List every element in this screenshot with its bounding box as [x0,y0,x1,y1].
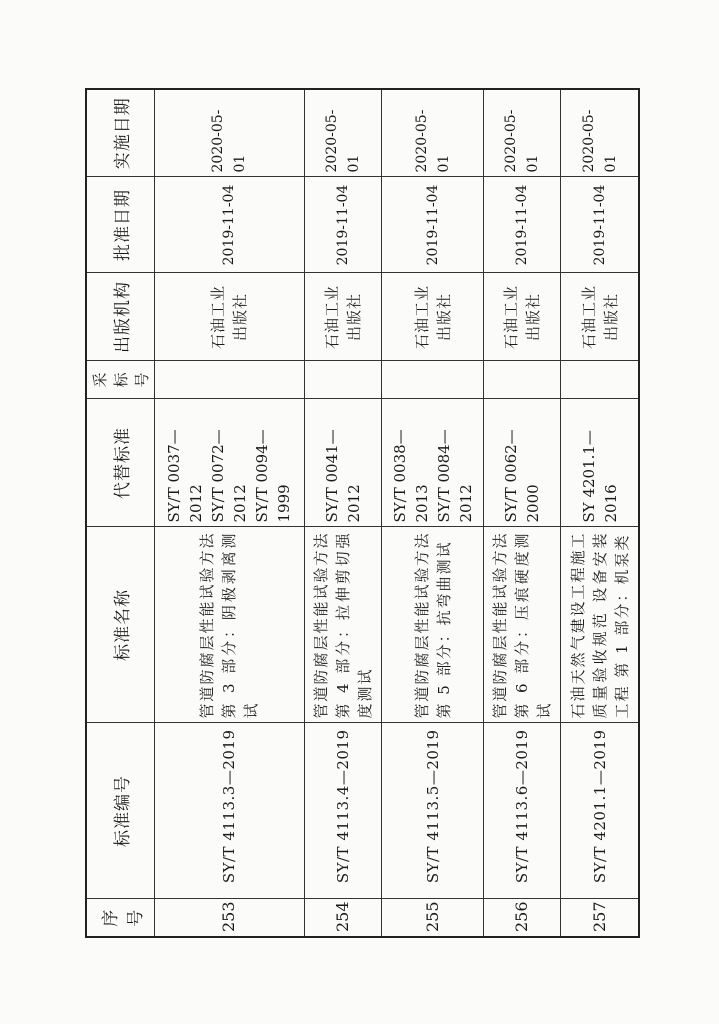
cell-code: SY/T 4113.4—2019 [304,723,382,899]
cell-approval-date: 2019-11-04 [382,177,484,273]
cell-publisher: 石油工业出版社 [382,273,484,361]
cell-code: SY/T 4113.5—2019 [382,723,484,899]
cell-implementation-date: 2020-05-01 [155,89,305,177]
header-implementation-date: 实施日期 [86,89,155,177]
cell-name: 管道防腐层性能试验方法 第 5 部分：抗弯曲测试 [382,527,484,723]
cell-implementation-date: 2020-05-01 [561,89,639,177]
cell-seq: 255 [382,899,484,937]
cell-seq: 253 [155,899,305,937]
cell-publisher: 石油工业出版社 [561,273,639,361]
cell-adopted [382,361,484,399]
table-row [155,89,305,937]
cell-implementation-date: 2020-05-01 [483,89,561,177]
cell-name: 石油天然气建设工程施工质量验收规范 设备安装工程 第 1 部分：机泵类 [561,527,639,723]
header-code: 标准编号 [86,723,155,899]
table-row [561,89,639,937]
cell-code: SY/T 4113.3—2019 [155,723,305,899]
cell-code: SY/T 4201.1—2019 [561,723,639,899]
table-row [483,89,561,937]
cell-replaced: SY/T 0041—2012 [304,399,382,527]
cell-adopted [561,361,639,399]
cell-name: 管道防腐层性能试验方法 第 3 部分：阴极剥离测试 [155,527,305,723]
cell-implementation-date: 2020-05-01 [304,89,382,177]
cell-replaced: SY/T 0062—2000 [483,399,561,527]
cell-code: SY/T 4113.6—2019 [483,723,561,899]
cell-seq: 254 [304,899,382,937]
cell-name: 管道防腐层性能试验方法 第 6 部分：压痕硬度测试 [483,527,561,723]
table-row [382,89,484,937]
header-publisher: 出版机构 [86,273,155,361]
cell-publisher: 石油工业出版社 [304,273,382,361]
cell-adopted [483,361,561,399]
rotated-table-container [85,90,640,938]
cell-publisher: 石油工业出版社 [483,273,561,361]
header-adopted: 采标号 [86,361,155,399]
cell-name: 管道防腐层性能试验方法 第 4 部分：拉伸剪切强度测试 [304,527,382,723]
cell-approval-date: 2019-11-04 [483,177,561,273]
header-approval-date: 批准日期 [86,177,155,273]
cell-approval-date: 2019-11-04 [155,177,305,273]
cell-seq: 256 [483,899,561,937]
standards-table [85,88,640,938]
cell-replaced: SY/T 0038—2013 SY/T 0084—2012 [382,399,484,527]
table-header-row [86,89,155,937]
cell-approval-date: 2019-11-04 [561,177,639,273]
cell-adopted [155,361,305,399]
cell-seq: 257 [561,899,639,937]
header-replaced: 代替标准 [86,399,155,527]
header-seq: 序号 [86,899,155,937]
table-row [304,89,382,937]
cell-approval-date: 2019-11-04 [304,177,382,273]
cell-replaced: SY 4201.1—2016 [561,399,639,527]
cell-publisher: 石油工业出版社 [155,273,305,361]
cell-implementation-date: 2020-05-01 [382,89,484,177]
header-name: 标准名称 [86,527,155,723]
cell-adopted [304,361,382,399]
cell-replaced: SY/T 0037—2012 SY/T 0072—2012 SY/T 0094—1999 [155,399,305,527]
